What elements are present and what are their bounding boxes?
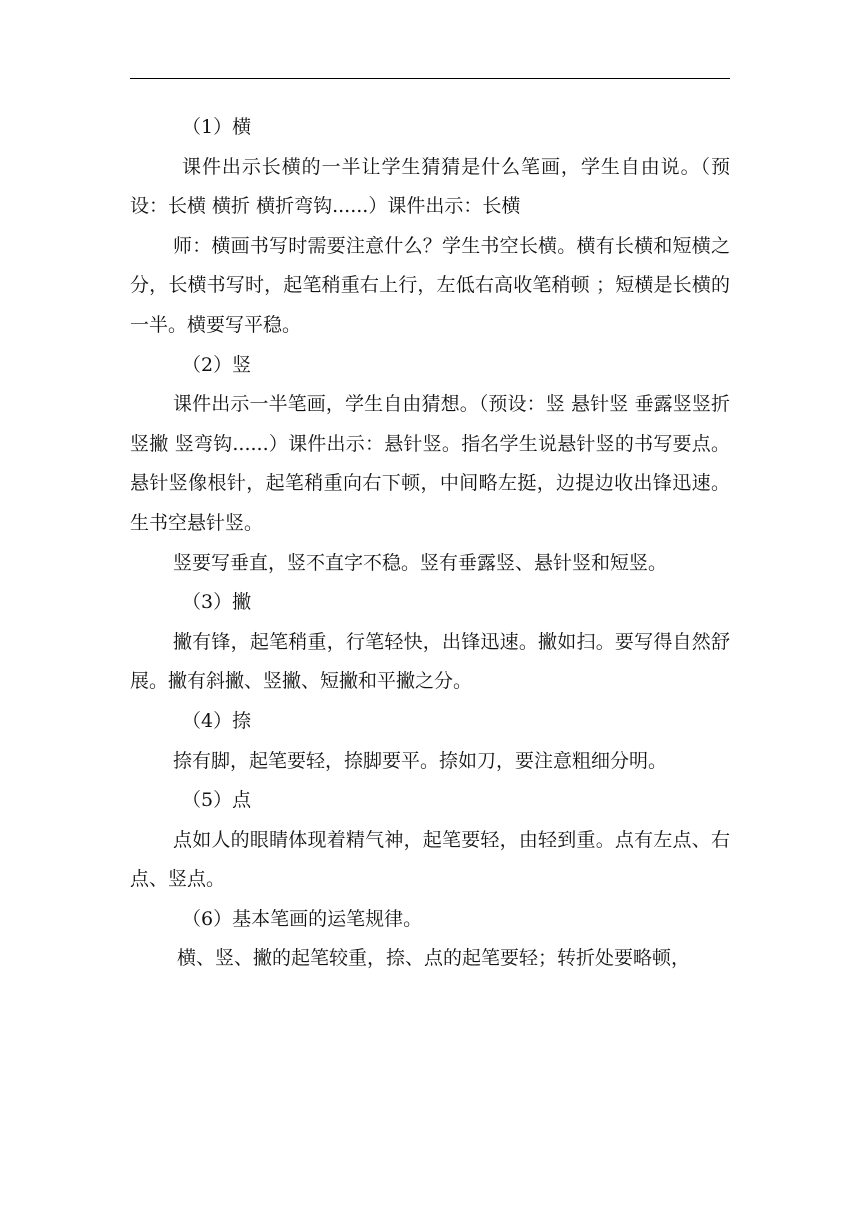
section-heading-pie: （3）撇 bbox=[182, 591, 252, 614]
paragraph: 撇有锋，起笔稍重，行笔轻快，出锋迅速。撇如扫。要写得自然舒展。撇有斜撇、竖撇、短撇和平撇之分。 bbox=[130, 630, 730, 693]
paragraph: 捺有脚，起笔要轻，捺脚要平。捺如刀，要注意粗细分明。 bbox=[173, 749, 668, 772]
section-heading-shu: （2）竖 bbox=[182, 353, 252, 376]
paragraph: 横、竖、撇的起笔较重，捺、点的起笔要轻；转折处要略顿， bbox=[177, 947, 691, 970]
paragraph: 课件出示长横的一半让学生猜猜是什么笔画，学生自由说。（预设：长横 横折 横折弯钩......）课件出示：长横 bbox=[130, 155, 730, 218]
section-heading-na: （4）捺 bbox=[182, 709, 252, 732]
header-rule bbox=[130, 78, 730, 79]
document-body bbox=[130, 108, 730, 979]
paragraph: 师：横画书写时需要注意什么？学生书空长横。横有长横和短横之分，长横书写时，起笔稍重右上行，左低右高收笔稍顿 ；短横是长横的一半。横要写平稳。 bbox=[130, 234, 730, 336]
section-heading-rules: （6）基本笔画的运笔规律。 bbox=[182, 907, 423, 930]
paragraph: 点如人的眼睛体现着精气神，起笔要轻，由轻到重。点有左点、右点、竖点。 bbox=[130, 828, 730, 891]
section-heading-heng: （1）横 bbox=[182, 116, 252, 138]
paragraph: 竖要写垂直，竖不直字不稳。竖有垂露竖、悬针竖和短竖。 bbox=[173, 551, 668, 574]
paragraph: 课件出示一半笔画，学生自由猜想。（预设：竖 悬针竖 垂露竖竖折 竖撇 竖弯钩......）课件出示：悬针竖。指名学生说悬针竖的书写要点。悬针竖像根针，起笔稍重向右下顿，中间略左挺，边提边收出锋迅速。生书空悬针竖。 bbox=[130, 393, 730, 534]
section-heading-dian: （5）点 bbox=[182, 789, 252, 812]
